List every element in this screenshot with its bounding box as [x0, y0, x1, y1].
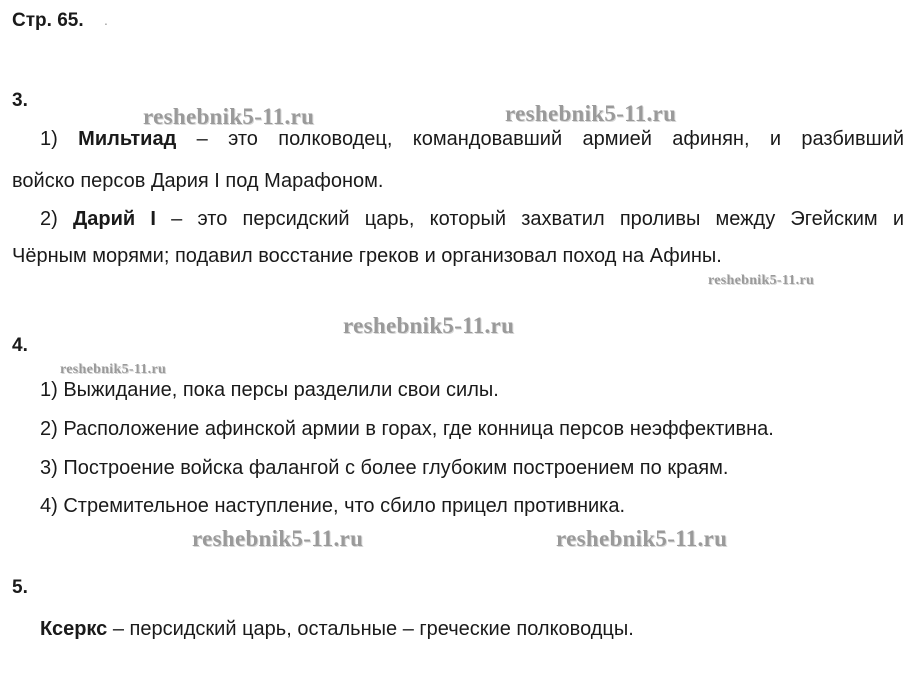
answer-line — [12, 128, 904, 151]
answer-line — [12, 208, 904, 231]
definition-text: – персидский царь, остальные – греческие полководцы. — [107, 618, 634, 640]
watermark: reshebnik5-11.ru — [192, 526, 364, 551]
list-item: 4) Стремительное наступление, что сбило прицел противника. — [40, 495, 626, 517]
list-item: 2) Расположение афинской армии в горах, где конница персов неэффективна. — [40, 418, 774, 440]
watermark: reshebnik5-11.ru — [556, 526, 728, 551]
list-item: 3) Построение войска фалангой с более глубоким построением по краям. — [40, 457, 729, 479]
item-prefix: 2) — [40, 208, 58, 230]
section-number-5: 5. — [12, 577, 28, 598]
answer-line: Чёрным морями; подавил восстание греков и организовал поход на Афины. — [12, 245, 722, 267]
watermark: reshebnik5-11.ru — [60, 362, 167, 377]
watermark: reshebnik5-11.ru — [708, 273, 815, 288]
term-xerxes: Ксеркс — [40, 618, 108, 640]
section-number-3: 3. — [12, 90, 28, 111]
definition-text: – это персидский царь, который захватил проливы между Эгейским и — [155, 208, 905, 230]
list-item: 1) Выжидание, пока персы разделили свои силы. — [40, 379, 499, 401]
page-title: Стр. 65. — [12, 10, 84, 31]
definition-text: – это полководец, командовавший армией афинян, и разбивший — [176, 128, 904, 150]
watermark: reshebnik5-11.ru — [505, 101, 677, 126]
watermark: reshebnik5-11.ru — [143, 104, 315, 129]
section-number-4: 4. — [12, 335, 28, 356]
answer-line — [40, 618, 634, 641]
item-prefix: 1) — [40, 128, 58, 150]
answer-line: войско персов Дария I под Марафоном. — [12, 170, 384, 192]
watermark: reshebnik5-11.ru — [343, 313, 515, 338]
term-darius: Дарий I — [73, 208, 156, 230]
term-miltiades: Мильтиад — [78, 128, 177, 150]
page-title-dot: . — [104, 12, 108, 28]
